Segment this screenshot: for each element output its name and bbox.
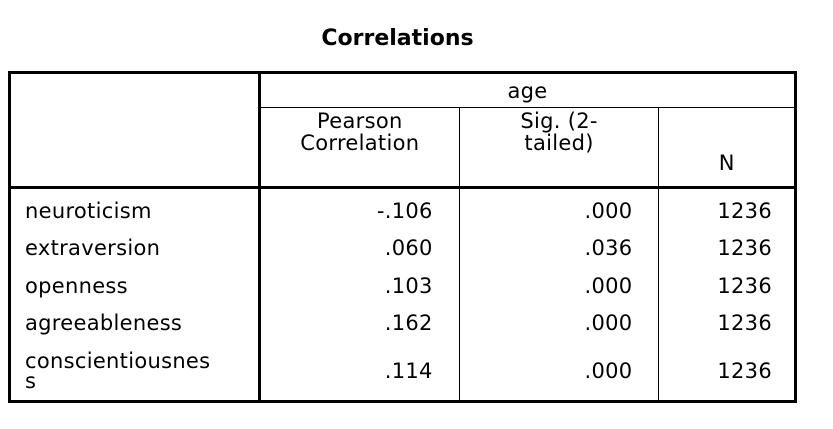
pearson-value: -.106 (259, 188, 459, 230)
n-value: 1236 (717, 311, 772, 336)
table-row (10, 342, 796, 402)
n-value: 1236 (717, 198, 772, 223)
row-label-line2: s (25, 369, 37, 393)
corner-cell (10, 73, 260, 188)
row-label: neuroticism (10, 188, 260, 230)
sig-header-line1: Sig. (2- (520, 109, 598, 133)
table-row (10, 230, 796, 268)
n-header: N (659, 108, 796, 188)
sig-value: .000 (459, 342, 659, 402)
row-label: extraversion (10, 230, 260, 268)
sig-value: .000 (459, 267, 659, 305)
n-value: 1236 (717, 359, 772, 383)
pearson-value: .114 (259, 342, 459, 402)
pearson-header-line1: Pearson (317, 109, 403, 133)
sig-value: .000 (459, 188, 659, 230)
table-row (10, 188, 796, 230)
sig-header-line2: tailed) (524, 131, 594, 155)
pearson-value: .103 (259, 267, 459, 305)
table-row (10, 305, 796, 343)
row-label: openness (10, 267, 260, 305)
table-title: Correlations (321, 26, 474, 51)
row-label-line1: conscientiousnes (25, 349, 211, 373)
row-label (10, 342, 260, 402)
n-value: 1236 (717, 236, 772, 261)
correlations-table (8, 71, 797, 403)
row-label: agreeableness (10, 305, 260, 343)
sig-header (459, 108, 659, 188)
pearson-value: .060 (259, 230, 459, 268)
header-row-variable (10, 73, 796, 108)
variable-header: age (259, 73, 795, 108)
table-row (10, 267, 796, 305)
sig-value: .000 (459, 305, 659, 343)
pearson-value: .162 (259, 305, 459, 343)
pearson-correlation-header (259, 108, 459, 188)
n-value: 1236 (717, 273, 772, 298)
sig-value: .036 (459, 230, 659, 268)
pearson-header-line2: Correlation (300, 131, 420, 155)
